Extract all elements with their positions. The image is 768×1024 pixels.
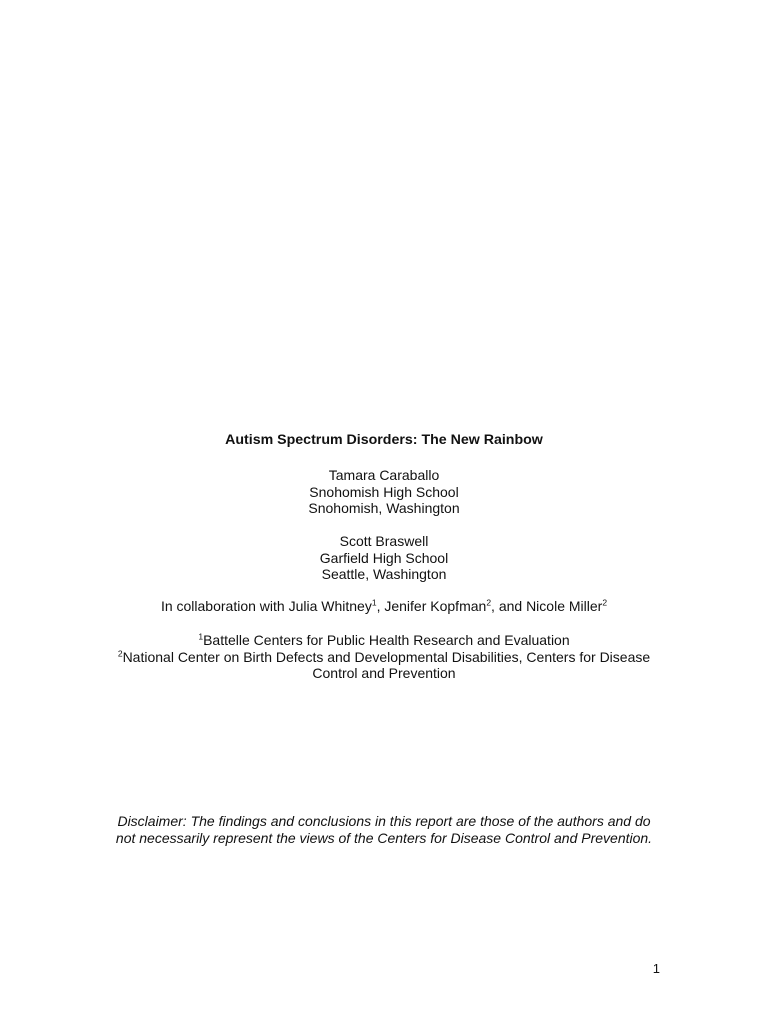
author-location: Snohomish, Washington (308, 500, 460, 516)
disclaimer-line: Disclaimer: The findings and conclusions in this report are those of the authors and do (117, 813, 651, 829)
affiliation-continuation: Control and Prevention (312, 665, 456, 681)
affiliation-1 (0, 632, 768, 649)
collaboration-text (0, 598, 768, 615)
document-title (0, 432, 768, 449)
collaboration-line (0, 598, 768, 615)
collab-sup-3: 2 (602, 597, 608, 608)
disclaimer-line: not necessarily represent the views of the Centers for Disease Control and Prevention. (115, 829, 653, 846)
collab-prefix: In collaboration with Julia Whitney (160, 598, 372, 614)
author-school: Garfield High School (319, 549, 449, 566)
affiliation-text: Battelle Centers for Public Health Research and Evaluation (203, 632, 570, 648)
author-block (0, 533, 768, 583)
affiliation-mark: 2 (117, 647, 123, 658)
author-location: Seattle, Washington (321, 566, 447, 582)
title-text: Autism Spectrum Disorders: The New Rainbow (225, 432, 543, 448)
author-name: Tamara Caraballo (328, 467, 440, 483)
collab-sup-2: 2 (486, 597, 492, 608)
author-name: Scott Braswell (339, 533, 429, 549)
collab-sep-1: , Jenifer Kopfman (376, 598, 487, 614)
collab-sep-2: , and Nicole Miller (491, 598, 603, 614)
affiliation-mark: 1 (198, 631, 204, 642)
affiliations (0, 632, 768, 682)
disclaimer (110, 813, 658, 846)
page-number: 1 (652, 961, 660, 976)
author-block (0, 467, 768, 517)
author-school: Snohomish High School (309, 483, 459, 500)
affiliation-2 (0, 649, 768, 666)
affiliation-text: National Center on Birth Defects and Developmental Disabilities, Centers for Disease (122, 648, 651, 665)
collab-sup-1: 1 (371, 597, 377, 608)
